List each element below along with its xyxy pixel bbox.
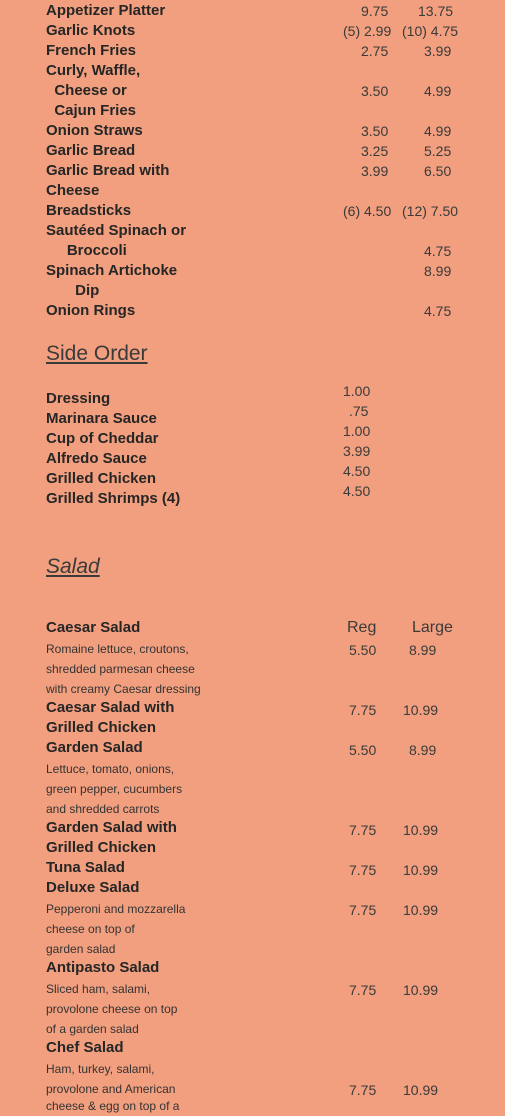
salad-name: Deluxe Salad (46, 879, 140, 896)
salad-price-reg: 7.75 (349, 902, 377, 918)
price-small: (6) 4.50 (343, 203, 392, 219)
item-onion-rings: Onion Rings (46, 302, 136, 319)
section-heading-side-order: Side Order (46, 342, 148, 365)
side-price: 3.99 (343, 443, 371, 459)
side-price: 4.50 (343, 483, 371, 499)
salad-price-large: 10.99 (403, 982, 439, 998)
item-sauteed-spinach-line1: Sautéed Spinach or (46, 222, 187, 239)
price-large: 8.99 (424, 263, 452, 279)
item-spinach-dip-line2: Dip (46, 282, 100, 299)
item-appetizer-platter: Appetizer Platter (46, 2, 166, 19)
price-large: (12) 7.50 (402, 203, 459, 219)
side-item: Grilled Shrimps (4) (46, 490, 181, 507)
salad-description: of a garden salad (46, 1022, 139, 1036)
salad-description: Romaine lettuce, croutons, (46, 642, 189, 656)
item-onion-straws: Onion Straws (46, 122, 143, 139)
item-garlic-bread-cheese-line1: Garlic Bread with (46, 162, 170, 179)
side-item: Marinara Sauce (46, 410, 157, 427)
price-small: (5) 2.99 (343, 23, 392, 39)
price-large: 13.75 (418, 3, 454, 19)
price-small: 9.75 (361, 3, 389, 19)
salad-description: Pepperoni and mozzarella (46, 902, 186, 916)
item-curly-fries-line1: Curly, Waffle, (46, 62, 141, 79)
salad-name: Grilled Chicken (46, 839, 157, 856)
salad-name: Caesar Salad with (46, 699, 175, 716)
salad-name: Antipasto Salad (46, 959, 160, 976)
salad-price-large: 8.99 (409, 742, 437, 758)
item-french-fries: French Fries (46, 42, 137, 59)
salad-description: provolone and American (46, 1082, 176, 1096)
salad-price-reg: 7.75 (349, 982, 377, 998)
salad-description: cheese & egg on top of a (46, 1099, 180, 1113)
item-curly-fries-line3: Cajun Fries (46, 102, 137, 119)
price-large: 6.50 (424, 163, 452, 179)
item-sauteed-spinach-line2: Broccoli (46, 242, 127, 259)
salad-price-large: 10.99 (403, 862, 439, 878)
salad-description: and shredded carrots (46, 802, 160, 816)
salad-price-reg: 7.75 (349, 822, 377, 838)
price-small: 3.50 (361, 83, 389, 99)
side-price: 1.00 (343, 383, 371, 399)
item-breadsticks: Breadsticks (46, 202, 132, 219)
salad-price-large: 10.99 (403, 1082, 439, 1098)
price-large: 4.75 (424, 303, 452, 319)
salad-price-large: 8.99 (409, 642, 437, 658)
side-item: Cup of Cheddar (46, 430, 159, 447)
side-item: Alfredo Sauce (46, 450, 147, 467)
salad-name: Chef Salad (46, 1039, 124, 1056)
salad-price-reg: 7.75 (349, 862, 377, 878)
price-small: 2.75 (361, 43, 389, 59)
salad-description: cheese on top of (46, 922, 135, 936)
salad-description: Lettuce, tomato, onions, (46, 762, 175, 776)
salad-price-reg: 7.75 (349, 702, 377, 718)
salad-description: garden salad (46, 942, 116, 956)
salad-price-reg: 7.75 (349, 1082, 377, 1098)
item-spinach-dip-line1: Spinach Artichoke (46, 262, 178, 279)
salad-description: shredded parmesan cheese (46, 662, 195, 676)
side-item: Grilled Chicken (46, 470, 157, 487)
price-small: 3.99 (361, 163, 389, 179)
salad-price-large: 10.99 (403, 902, 439, 918)
item-curly-fries-line2: Cheese or (46, 82, 127, 99)
price-large: 4.99 (424, 83, 452, 99)
salad-description: Sliced ham, salami, (46, 982, 151, 996)
column-header-reg: Reg (347, 619, 377, 636)
salad-description: Ham, turkey, salami, (46, 1062, 155, 1076)
salad-description: provolone cheese on top (46, 1002, 178, 1016)
price-large: 4.75 (424, 243, 452, 259)
price-large: 5.25 (424, 143, 452, 159)
side-price: .75 (349, 403, 369, 419)
salad-price-large: 10.99 (403, 702, 439, 718)
side-price: 1.00 (343, 423, 371, 439)
salad-price-reg: 5.50 (349, 742, 377, 758)
price-large: (10) 4.75 (402, 23, 459, 39)
item-garlic-knots: Garlic Knots (46, 22, 136, 39)
salad-name: Garden Salad (46, 739, 143, 756)
section-heading-salad: Salad (46, 555, 100, 578)
price-large: 3.99 (424, 43, 452, 59)
salad-price-large: 10.99 (403, 822, 439, 838)
item-garlic-bread: Garlic Bread (46, 142, 136, 159)
salad-name: Garden Salad with (46, 819, 177, 836)
salad-name: Tuna Salad (46, 859, 125, 876)
salad-name: Grilled Chicken (46, 719, 157, 736)
side-item: Dressing (46, 390, 111, 407)
item-garlic-bread-cheese-line2: Cheese (46, 182, 100, 199)
salad-description: with creamy Caesar dressing (46, 682, 201, 696)
salad-name: Caesar Salad (46, 619, 141, 636)
salad-description: green pepper, cucumbers (46, 782, 183, 796)
salad-price-reg: 5.50 (349, 642, 377, 658)
side-price: 4.50 (343, 463, 371, 479)
price-small: 3.50 (361, 123, 389, 139)
price-large: 4.99 (424, 123, 452, 139)
price-small: 3.25 (361, 143, 389, 159)
column-header-large: Large (412, 619, 453, 636)
